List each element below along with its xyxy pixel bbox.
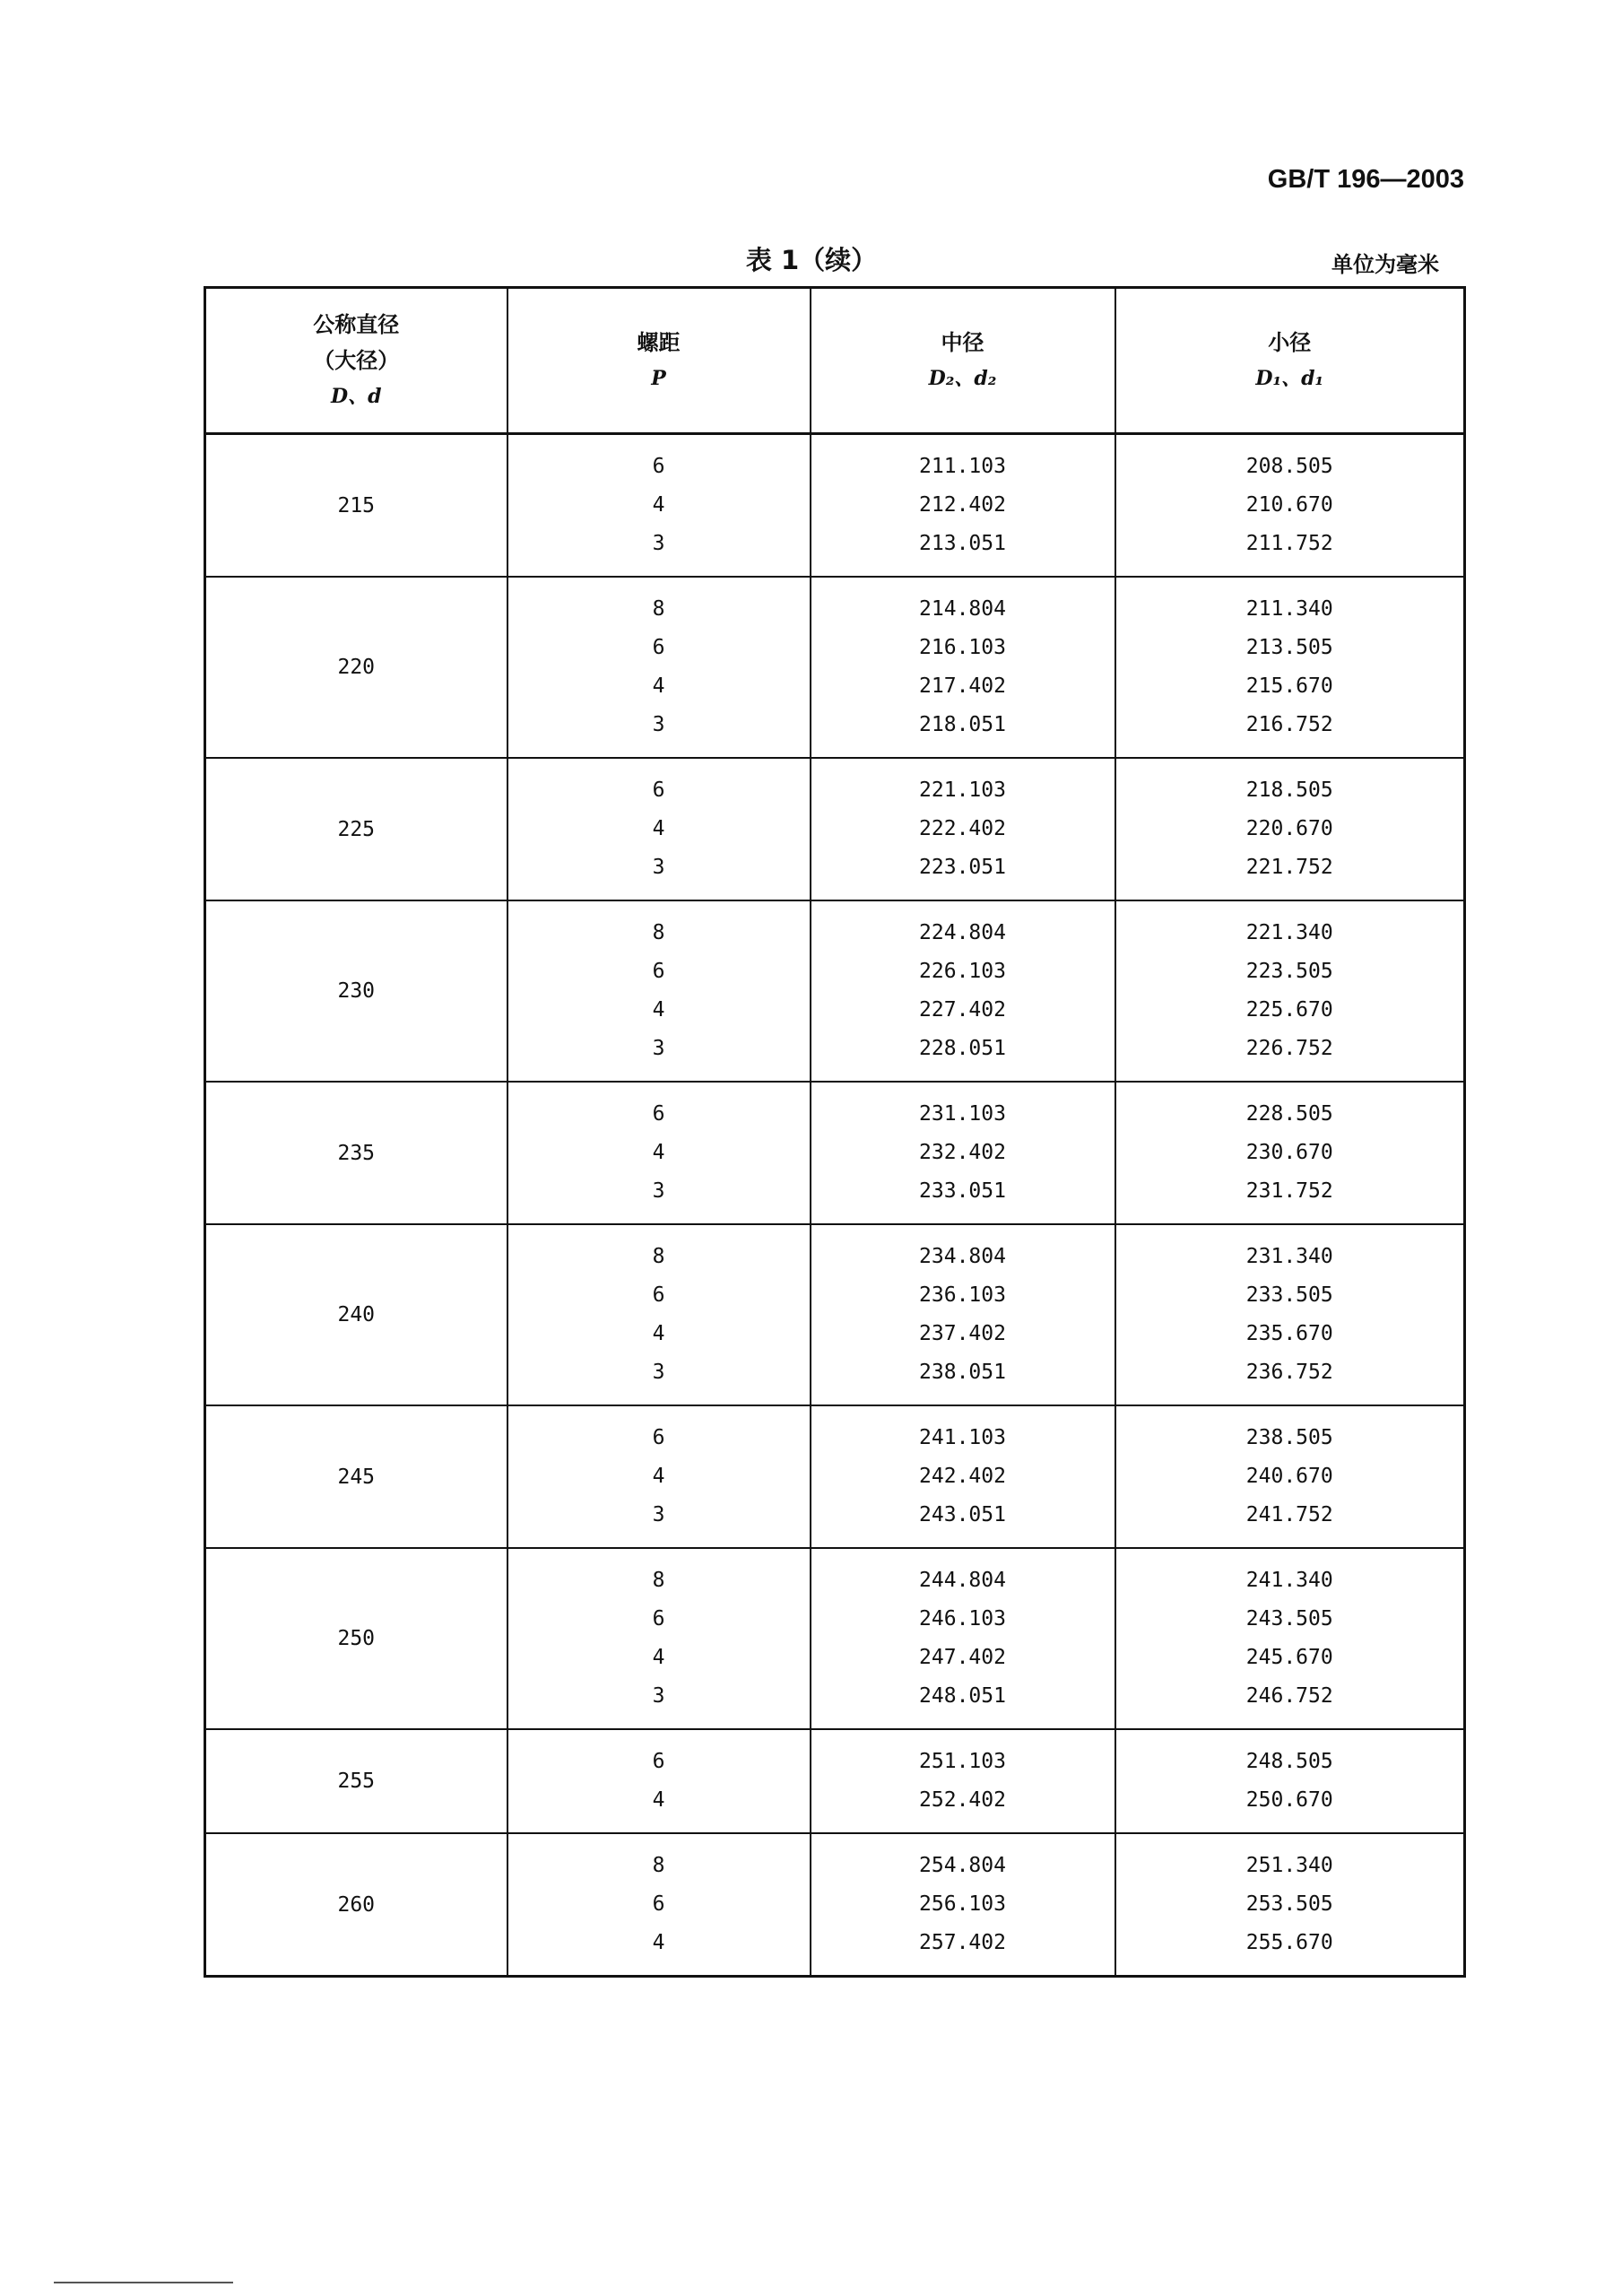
pitch-diameter-value: 257.402 (919, 1931, 1006, 1954)
minor-diameter-value: 235.670 (1245, 1322, 1333, 1345)
pitch-value: 3 (652, 1684, 665, 1708)
minor-diameter-value: 223.505 (1245, 960, 1333, 983)
pitch-diameter-value: 254.804 (919, 1854, 1006, 1877)
nominal-diameter-value: 230 (337, 979, 376, 1003)
minor-diameter-value: 213.505 (1245, 636, 1333, 659)
pitch-value: 6 (652, 1750, 665, 1773)
table-row (205, 1729, 1465, 1833)
nominal-diameter-cell (205, 900, 507, 1082)
unit-note: 单位为毫米 (1331, 252, 1439, 277)
pitch-cell (507, 1405, 811, 1548)
table-row (205, 434, 1465, 578)
minor-diameter-value: 248.505 (1245, 1750, 1333, 1773)
nominal-diameter-value: 225 (337, 817, 376, 841)
pitch-diameter-value: 248.051 (919, 1684, 1006, 1708)
pitch-value: 6 (652, 960, 665, 983)
table-body (205, 434, 1465, 1977)
minor-diameter-value: 218.505 (1245, 778, 1333, 802)
pitch-cell (507, 1833, 811, 1977)
minor-diameter-value: 241.752 (1245, 1503, 1333, 1526)
pitch-value: 3 (652, 1361, 665, 1384)
nominal-diameter-cell (205, 1833, 507, 1977)
pitch-value: 6 (652, 778, 665, 802)
pitch-diameter-value: 246.103 (919, 1607, 1006, 1631)
minor-diameter-cell (1115, 1082, 1465, 1224)
pitch-diameter-value: 247.402 (919, 1646, 1006, 1669)
pitch-diameter-value: 224.804 (919, 921, 1006, 944)
header-pitch-diameter-label: 中径 (941, 330, 984, 355)
nominal-diameter-value: 260 (337, 1892, 376, 1917)
header-minor-diameter (1115, 288, 1465, 434)
minor-diameter-value: 243.505 (1245, 1607, 1333, 1631)
pitch-cell (507, 1548, 811, 1729)
pitch-diameter-cell (811, 434, 1115, 578)
footer-rule (54, 2282, 233, 2283)
pitch-diameter-value: 222.402 (919, 817, 1006, 840)
pitch-diameter-value: 226.103 (919, 960, 1006, 983)
pitch-diameter-value: 252.402 (919, 1788, 1006, 1812)
pitch-diameter-value: 244.804 (919, 1569, 1006, 1592)
header-pitch (507, 288, 811, 434)
pitch-diameter-value: 238.051 (919, 1361, 1006, 1384)
pitch-cell (507, 900, 811, 1082)
pitch-value: 6 (652, 1607, 665, 1631)
pitch-value: 3 (652, 856, 665, 879)
minor-diameter-value: 253.505 (1245, 1892, 1333, 1916)
nominal-diameter-cell (205, 1548, 507, 1729)
nominal-diameter-value: 235 (337, 1141, 376, 1165)
table-row (205, 1224, 1465, 1405)
minor-diameter-value: 255.670 (1245, 1931, 1333, 1954)
minor-diameter-cell (1115, 1224, 1465, 1405)
pitch-diameter-value: 223.051 (919, 856, 1006, 879)
minor-diameter-cell (1115, 1405, 1465, 1548)
header-nominal-diameter (205, 288, 507, 434)
pitch-value: 6 (652, 1892, 665, 1916)
minor-diameter-cell (1115, 1729, 1465, 1833)
minor-diameter-cell (1115, 900, 1465, 1082)
minor-diameter-value: 208.505 (1245, 455, 1333, 478)
minor-diameter-cell (1115, 434, 1465, 578)
pitch-value: 4 (652, 1141, 665, 1164)
pitch-value: 4 (652, 1931, 665, 1954)
standard-code: GB/T 196—2003 (1267, 165, 1464, 194)
pitch-value: 4 (652, 674, 665, 698)
nominal-diameter-cell (205, 1729, 507, 1833)
minor-diameter-value: 221.752 (1245, 856, 1333, 879)
pitch-diameter-cell (811, 1082, 1115, 1224)
pitch-diameter-value: 234.804 (919, 1245, 1006, 1268)
nominal-diameter-value: 220 (337, 656, 376, 679)
pitch-value: 8 (652, 1245, 665, 1268)
table-row (205, 1082, 1465, 1224)
minor-diameter-cell (1115, 577, 1465, 758)
minor-diameter-value: 228.505 (1245, 1102, 1333, 1126)
pitch-diameter-value: 213.051 (919, 532, 1006, 555)
minor-diameter-value: 251.340 (1245, 1854, 1333, 1877)
table-header-row (205, 288, 1465, 434)
pitch-value: 6 (652, 455, 665, 478)
header-pitch-diameter (811, 288, 1115, 434)
minor-diameter-value: 215.670 (1245, 674, 1333, 698)
nominal-diameter-cell (205, 758, 507, 900)
pitch-value: 3 (652, 1503, 665, 1526)
pitch-diameter-value: 221.103 (919, 778, 1006, 802)
table-row (205, 1405, 1465, 1548)
pitch-cell (507, 434, 811, 578)
pitch-diameter-cell (811, 1405, 1115, 1548)
minor-diameter-value: 233.505 (1245, 1283, 1333, 1307)
minor-diameter-value: 220.670 (1245, 817, 1333, 840)
nominal-diameter-value: 215 (337, 493, 376, 517)
minor-diameter-cell (1115, 758, 1465, 900)
pitch-cell (507, 1082, 811, 1224)
pitch-cell (507, 1729, 811, 1833)
minor-diameter-value: 211.752 (1245, 532, 1333, 555)
header-pitch-symbol: P (651, 367, 666, 390)
minor-diameter-value: 221.340 (1245, 921, 1333, 944)
minor-diameter-value: 240.670 (1245, 1465, 1333, 1488)
minor-diameter-value: 245.670 (1245, 1646, 1333, 1669)
table-row (205, 758, 1465, 900)
pitch-value: 4 (652, 817, 665, 840)
header-nominal-sublabel: （大径） (313, 348, 400, 373)
nominal-diameter-value: 250 (337, 1627, 376, 1650)
pitch-diameter-value: 227.402 (919, 998, 1006, 1022)
table-title: 表 1（续） (745, 245, 878, 275)
minor-diameter-value: 216.752 (1245, 713, 1333, 736)
table-row (205, 1548, 1465, 1729)
pitch-diameter-value: 256.103 (919, 1892, 1006, 1916)
pitch-value: 4 (652, 998, 665, 1022)
header-minor-diameter-symbol: D₁、d₁ (1255, 367, 1324, 390)
pitch-value: 3 (652, 1179, 665, 1203)
pitch-value: 6 (652, 1426, 665, 1449)
pitch-diameter-value: 214.804 (919, 597, 1006, 621)
header-nominal-label: 公称直径 (313, 312, 400, 337)
table-row (205, 900, 1465, 1082)
pitch-diameter-cell (811, 758, 1115, 900)
pitch-value: 8 (652, 597, 665, 621)
minor-diameter-value: 231.340 (1245, 1245, 1333, 1268)
nominal-diameter-cell (205, 577, 507, 758)
pitch-value: 4 (652, 1322, 665, 1345)
pitch-diameter-value: 237.402 (919, 1322, 1006, 1345)
minor-diameter-value: 225.670 (1245, 998, 1333, 1022)
pitch-value: 6 (652, 1102, 665, 1126)
minor-diameter-value: 250.670 (1245, 1788, 1333, 1812)
pitch-cell (507, 577, 811, 758)
minor-diameter-value: 246.752 (1245, 1684, 1333, 1708)
nominal-diameter-cell (205, 1405, 507, 1548)
minor-diameter-value: 238.505 (1245, 1426, 1333, 1449)
pitch-value: 3 (652, 532, 665, 555)
minor-diameter-value: 231.752 (1245, 1179, 1333, 1203)
pitch-cell (507, 1224, 811, 1405)
minor-diameter-value: 236.752 (1245, 1361, 1333, 1384)
pitch-diameter-cell (811, 1548, 1115, 1729)
nominal-diameter-value: 240 (337, 1303, 376, 1326)
nominal-diameter-value: 245 (337, 1465, 376, 1489)
pitch-diameter-value: 212.402 (919, 493, 1006, 517)
thread-dimension-table (204, 286, 1466, 1978)
header-nominal-symbol: D、d (331, 385, 382, 408)
minor-diameter-value: 226.752 (1245, 1037, 1333, 1060)
nominal-diameter-cell (205, 1082, 507, 1224)
table-row (205, 1833, 1465, 1977)
pitch-diameter-value: 242.402 (919, 1465, 1006, 1488)
table-row (205, 577, 1465, 758)
pitch-diameter-value: 218.051 (919, 713, 1006, 736)
pitch-value: 4 (652, 493, 665, 517)
pitch-diameter-value: 231.103 (919, 1102, 1006, 1126)
pitch-diameter-value: 232.402 (919, 1141, 1006, 1164)
nominal-diameter-cell (205, 1224, 507, 1405)
minor-diameter-value: 230.670 (1245, 1141, 1333, 1164)
header-pitch-diameter-symbol: D₂、d₂ (928, 367, 997, 390)
minor-diameter-cell (1115, 1548, 1465, 1729)
pitch-diameter-cell (811, 1224, 1115, 1405)
header-pitch-label: 螺距 (637, 330, 681, 355)
pitch-diameter-value: 251.103 (919, 1750, 1006, 1773)
pitch-value: 4 (652, 1646, 665, 1669)
pitch-value: 8 (652, 1569, 665, 1592)
header-minor-diameter-label: 小径 (1268, 330, 1312, 355)
pitch-value: 3 (652, 1037, 665, 1060)
pitch-diameter-value: 211.103 (919, 455, 1006, 478)
nominal-diameter-value: 255 (337, 1770, 376, 1793)
pitch-diameter-value: 233.051 (919, 1179, 1006, 1203)
minor-diameter-value: 210.670 (1245, 493, 1333, 517)
pitch-diameter-value: 217.402 (919, 674, 1006, 698)
pitch-value: 6 (652, 1283, 665, 1307)
minor-diameter-value: 211.340 (1245, 597, 1333, 621)
pitch-diameter-cell (811, 1833, 1115, 1977)
pitch-value: 6 (652, 636, 665, 659)
nominal-diameter-cell (205, 434, 507, 578)
pitch-diameter-cell (811, 900, 1115, 1082)
pitch-value: 8 (652, 921, 665, 944)
pitch-diameter-cell (811, 1729, 1115, 1833)
pitch-diameter-value: 236.103 (919, 1283, 1006, 1307)
pitch-diameter-value: 241.103 (919, 1426, 1006, 1449)
pitch-value: 4 (652, 1788, 665, 1812)
pitch-value: 8 (652, 1854, 665, 1877)
minor-diameter-value: 241.340 (1245, 1569, 1333, 1592)
pitch-diameter-value: 243.051 (919, 1503, 1006, 1526)
pitch-value: 4 (652, 1465, 665, 1488)
pitch-cell (507, 758, 811, 900)
pitch-value: 3 (652, 713, 665, 736)
pitch-diameter-cell (811, 577, 1115, 758)
pitch-diameter-value: 228.051 (919, 1037, 1006, 1060)
minor-diameter-cell (1115, 1833, 1465, 1977)
pitch-diameter-value: 216.103 (919, 636, 1006, 659)
